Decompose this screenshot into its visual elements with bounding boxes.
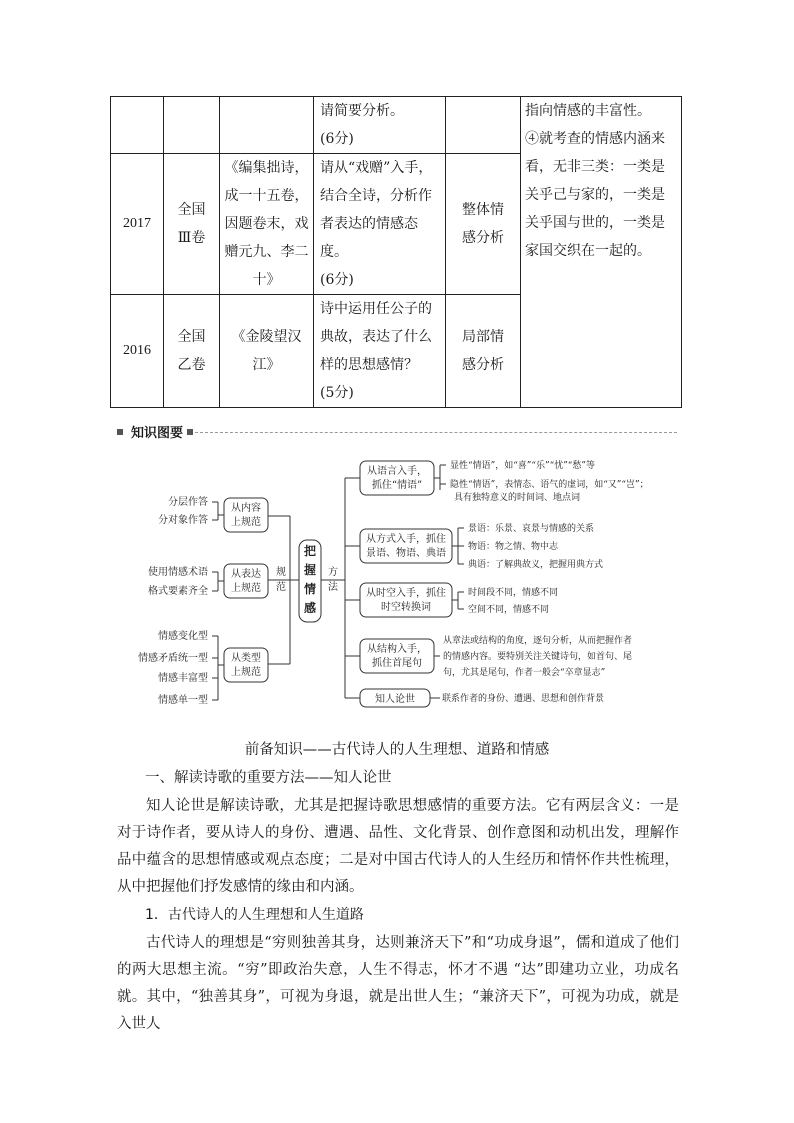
score-text: (6分) [320,131,354,147]
subheading: 1．古代诗人的人生理想和人生道路 [145,907,364,923]
mm-box-text: 从类型 [231,653,261,664]
paper-line: 乙卷 [177,357,206,373]
table-cell [446,97,521,154]
mm-center-text: 握 [303,563,317,577]
question-line: (5分) [320,385,354,401]
mm-item: 具有独特意义的时间词、地点词 [454,493,581,503]
mm-item: 使用情感术语 [148,567,208,578]
question-line: 典故，表达了什么 [320,329,432,345]
mm-item: 隐性“情语”，表情态、语气的虚词，如“又”“岂”； [450,480,649,490]
question-cell [314,154,446,295]
mm-box-text: 景语、物语、典语 [366,548,446,559]
question-text: 请简要分析。 [320,103,404,119]
mm-item: 典语：了解典故义，把握用典方式 [468,560,604,570]
section-title: 知识图要 [131,426,184,441]
mm-item: 分对象作答 [158,515,208,526]
mm-item: 景语：乐景、哀景与情感的关系 [468,524,595,534]
square-bullet-icon [187,429,193,435]
mm-box-text: 从内容 [231,503,261,514]
mm-center-text: 情 [303,582,317,596]
mm-item: 时间段不同，情感不同 [468,588,559,598]
poem-line: 《金陵望汉 [231,329,302,345]
mm-item: 的情感内容。要特别关注关键诗句，如首句、尾 [443,652,633,662]
note-line: 看，无非三类：一类是 [525,159,665,175]
section-header [117,426,677,440]
question-line: 者表达的情感态度。 [320,216,418,260]
mm-left-label: 规 [276,567,286,578]
question-line: 请从“戏赠”入手， [320,160,433,176]
table-cell [164,97,220,154]
mm-item: 句，尤其是尾句，作者一般会“卒章显志” [443,668,606,678]
type-cell [446,154,521,295]
mm-box-text: 上规范 [231,583,261,594]
mm-item: 情感单一型 [158,695,208,706]
paragraph-block [117,793,679,901]
question-line: 结合全诗，分析作 [320,188,432,204]
paper-line: 全国 [177,329,206,345]
note-line: 指向情感的丰富性。 [525,103,651,119]
paragraph: 古代诗人的理想是“穷则独善其身，达则兼济天下”和“功成身退”，儒和道成了他们的两大思想主流。“穷”即政治失意，人生不得志，怀才不遇 “达”即建功立业，功成名就。其中，“独善其身”，可视为身退，就是出世人生；“兼济天下”，可视为功成，就是入世人 [117,935,679,1032]
mind-map [0,440,794,740]
mm-item: 格式要素齐全 [148,586,208,597]
mm-box-text: 从时空入手，抓住 [366,588,446,599]
table-cell [111,97,164,154]
table-cell-question [314,97,446,154]
mm-box-text: 知人论世 [375,694,415,705]
mm-item: 空间不同，情感不同 [468,605,550,615]
mm-item: 情感丰富型 [158,673,208,684]
mm-box-text: 从结构入手， [367,644,427,655]
mm-box-text: 上规范 [231,517,261,528]
section-heading: 前备知识——古代诗人的人生理想、道路和情感 [244,742,550,758]
question-line: 诗中运用任公子的 [320,301,432,317]
type-cell [446,295,521,408]
poem-line: 因题卷末，戏 [224,216,309,232]
mm-item: 显性“情语”，如“喜”“乐”“忧”“愁”等 [450,461,596,471]
mm-box-text: 上规范 [231,667,261,678]
mm-item: 联系作者的身份、遭遇、思想和创作背景 [442,694,605,704]
type-line: 感分析 [462,357,504,373]
poem-line: 十》 [252,272,281,288]
mm-box-text: 从方式入手，抓住 [366,534,446,545]
type-line: 局部情 [462,329,504,345]
mm-item: 情感矛盾统一型 [138,653,208,664]
paper-line: Ⅲ卷 [177,230,206,246]
note-cell [521,97,682,408]
type-line: 感分析 [462,230,504,246]
mm-item: 物语：物之情、物中志 [468,542,559,552]
paper-cell [164,154,220,295]
mm-right-label: 方 [328,567,338,578]
poem-line: 赠元九、李二 [224,244,309,260]
paper-cell [164,295,220,408]
question-line: 样的思想感情？ [320,357,418,373]
note-line: ④就考查的情感内涵来 [525,131,665,147]
poem-cell [220,154,314,295]
mm-box-text: 从表达 [231,569,261,580]
poem-line: 江》 [252,357,281,373]
poem-line: 《编集拙诗， [224,160,309,176]
mm-box-text: 抓住“情语” [371,480,423,491]
paper-line: 全国 [177,202,206,218]
mm-center-text: 把 [303,544,317,558]
mm-right-label: 法 [328,582,338,593]
question-line: (6分) [320,272,354,288]
dashed-divider [195,432,677,433]
paragraph-block [117,930,679,1038]
mm-item: 情感变化型 [158,631,208,642]
mm-item: 分层作答 [168,497,208,508]
poem-cell [220,295,314,408]
square-bullet-icon [117,429,123,435]
type-line: 整体情 [462,202,504,218]
note-line: 家国交织在一起的。 [525,243,651,259]
question-cell [314,295,446,408]
poem-line: 成一十五卷， [224,188,309,204]
mm-box-text: 从语言入手， [367,466,427,477]
note-line: 关乎己与家的，一类是 [525,187,665,203]
note-line: 关乎国与世的，一类是 [525,215,665,231]
paragraph: 知人论世是解读诗歌，尤其是把握诗歌思想感情的重要方法。它有两层含义：一是对于诗作者，要从诗人的身份、遭遇、品性、文化背景、创作意图和动机出发，理解作品中蕴含的思想情感或观点态度；二是对中国古代诗人的人生经历和情怀作共性梳理，从中把握他们抒发感情的缘由和内涵。 [117,798,679,895]
mm-center-text: 感 [303,601,317,615]
exam-table [110,96,682,408]
year-cell: 2016 [111,295,164,408]
mm-item: 从章法或结构的角度，逐句分析，从而把握作者 [443,636,633,646]
year-cell: 2017 [111,154,164,295]
mm-box-text: 抓住首尾句 [372,658,422,669]
mm-left-label: 范 [276,582,286,593]
table-cell [220,97,314,154]
subheading: 一、解读诗歌的重要方法——知人论世 [145,770,392,786]
mm-box-text: 时空转换词 [381,602,431,613]
